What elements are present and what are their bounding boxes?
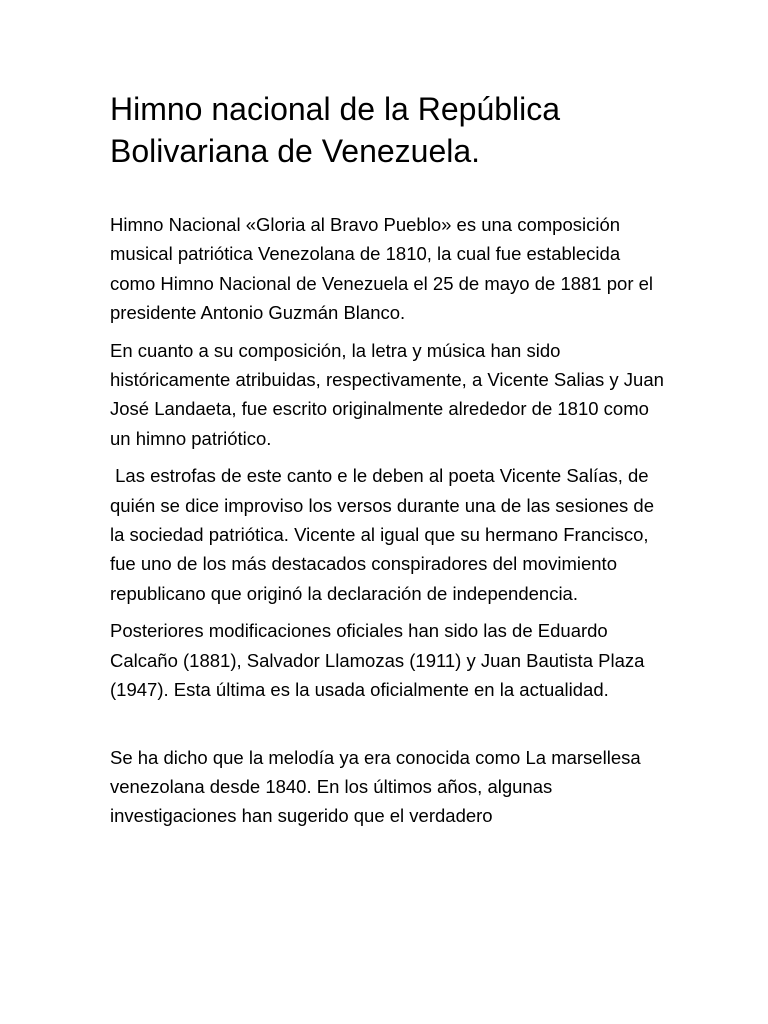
title-line-1: Himno nacional de la República	[110, 91, 561, 127]
title-line-2: Bolivariana de Venezuela.	[110, 133, 481, 169]
paragraph-modifications: Posteriores modificaciones oficiales han sido las de Eduardo Calcaño (1881), Salvador Llamozas (1911) y Juan Bautista Plaza (1947). Esta última es la usada oficialmente en la actualidad.	[110, 620, 645, 701]
page-title	[110, 88, 670, 172]
paragraph-melody: Se ha dicho que la melodía ya era conocida como La marsellesa venezolana desde 1840. En los últimos años, algunas investigaciones han sugerido que el verdadero	[110, 746, 641, 827]
paragraph-strophes: Las estrofas de este canto e le deben al poeta Vicente Salías, de quién se dice improviso los versos durante una de las sesiones de la sociedad patriótica. Vicente al igual que su hermano Francisco, fue uno de los más destacados conspiradores del movimiento republicano que originó la declaración de independencia.	[110, 465, 660, 604]
document-content	[110, 88, 670, 839]
paragraph-intro: Himno Nacional «Gloria al Bravo Pueblo» es una composición musical patriótica Venezolana de 1810, la cual fue establecida como Himno Nacional de Venezuela el 25 de mayo de 1881 por el presidente Antonio Guzmán Blanco.	[110, 214, 654, 324]
paragraph-composition: En cuanto a su composición, la letra y música han sido históricamente atribuidas, respectivamente, a Vicente Salias y Juan José Landaeta, fue escrito originalmente alrededor de 1810 como un himno patriótico.	[110, 339, 664, 449]
